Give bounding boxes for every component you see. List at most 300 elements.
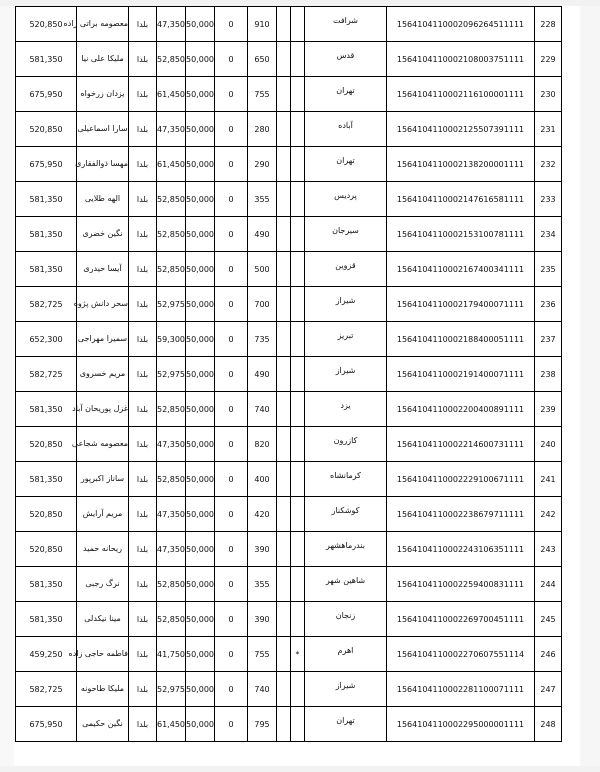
type-cell: بلدا: [129, 42, 157, 77]
blank-cell: [277, 532, 291, 567]
zero-cell: 0: [215, 287, 248, 322]
price-cell: 520,850: [16, 532, 77, 567]
price-cell: 675,950: [16, 147, 77, 182]
code-cell: 1564104110002116100001111: [387, 77, 535, 112]
type-cell: بلدا: [129, 287, 157, 322]
name-text: ملیکا علی نیا: [81, 54, 124, 63]
price-cell: 581,350: [16, 462, 77, 497]
star-cell: [291, 497, 305, 532]
name-text: مهسا ذوالفقاری: [75, 159, 128, 168]
code-cell: 1564104110002167400341111: [387, 252, 535, 287]
name-text: غزل پوریحان آباد: [72, 404, 128, 413]
amount-cell: 61,450: [157, 147, 186, 182]
amount-cell: 52,975: [157, 287, 186, 322]
code-cell: 1564104110002153100781111: [387, 217, 535, 252]
city-text: کوشکنار: [331, 505, 360, 515]
base-cell: 50,000: [186, 287, 215, 322]
city-cell: [305, 637, 387, 672]
count-cell: 740: [248, 672, 277, 707]
price-cell: 459,250: [16, 637, 77, 672]
blank-cell: [277, 462, 291, 497]
blank-cell: [277, 602, 291, 637]
zero-cell: 0: [215, 497, 248, 532]
name-text: نگین حکیمی: [82, 719, 123, 728]
amount-cell: 52,850: [157, 42, 186, 77]
name-cell: [77, 217, 129, 252]
zero-cell: 0: [215, 322, 248, 357]
zero-cell: 0: [215, 217, 248, 252]
table-row: [16, 42, 562, 77]
star-cell: [291, 147, 305, 182]
table-row: [16, 357, 562, 392]
name-text: فاطمه حاجی زاده: [68, 649, 128, 658]
name-cell: [63, 7, 129, 42]
price-cell: 581,350: [16, 252, 77, 287]
base-cell: 50,000: [186, 7, 215, 42]
city-cell: [305, 147, 387, 182]
name-cell: [71, 427, 129, 462]
type-cell: بلدا: [129, 322, 157, 357]
code-cell: 1564104110002188400051111: [387, 322, 535, 357]
code-cell: 1564104110002191400071111: [387, 357, 535, 392]
row-number-cell: 228: [535, 7, 562, 42]
price-cell: 581,350: [16, 567, 77, 602]
type-cell: بلدا: [129, 7, 157, 42]
code-cell: 1564104110002238679711111: [387, 497, 535, 532]
count-cell: 820: [248, 427, 277, 462]
name-cell: [77, 147, 129, 182]
type-cell: بلدا: [129, 707, 157, 742]
name-cell: [73, 287, 129, 322]
star-cell: [291, 42, 305, 77]
city-text: بندرماهشهر: [326, 540, 365, 550]
type-cell: بلدا: [129, 602, 157, 637]
star-cell: [291, 287, 305, 322]
name-text: مینا نیکدلی: [84, 614, 121, 623]
city-cell: [305, 462, 387, 497]
count-cell: 500: [248, 252, 277, 287]
zero-cell: 0: [215, 462, 248, 497]
city-text: شاهین شهر: [325, 575, 366, 585]
amount-cell: 52,850: [157, 392, 186, 427]
table-row: [16, 497, 562, 532]
base-cell: 50,000: [186, 567, 215, 602]
amount-cell: 52,850: [157, 217, 186, 252]
code-cell: 1564104110002147616581111: [387, 182, 535, 217]
amount-cell: 61,450: [157, 77, 186, 112]
city-text: کرمانشاه: [330, 470, 361, 480]
table-row: [16, 252, 562, 287]
name-cell: [77, 462, 129, 497]
star-cell: [291, 567, 305, 602]
price-cell: 675,950: [16, 77, 77, 112]
base-cell: 50,000: [186, 637, 215, 672]
table-row: [16, 147, 562, 182]
table-row: [16, 567, 562, 602]
table-row: [16, 112, 562, 147]
blank-cell: [277, 392, 291, 427]
price-cell: 520,850: [16, 427, 77, 462]
name-cell: [77, 357, 129, 392]
city-cell: [305, 427, 387, 462]
row-number-cell: 236: [535, 287, 562, 322]
city-text: پردیس: [334, 190, 357, 200]
row-number-cell: 232: [535, 147, 562, 182]
records-table: [15, 6, 562, 742]
row-number-cell: 235: [535, 252, 562, 287]
table-row: [16, 637, 562, 672]
type-cell: بلدا: [129, 217, 157, 252]
amount-cell: 47,350: [157, 427, 186, 462]
code-cell: 1564104110002243106351111: [387, 532, 535, 567]
zero-cell: 0: [215, 252, 248, 287]
star-cell: [291, 427, 305, 462]
type-cell: بلدا: [129, 427, 157, 462]
amount-cell: 47,350: [157, 112, 186, 147]
row-number-cell: 239: [535, 392, 562, 427]
zero-cell: 0: [215, 602, 248, 637]
count-cell: 355: [248, 182, 277, 217]
price-cell: 581,350: [16, 602, 77, 637]
name-cell: [77, 42, 129, 77]
name-cell: [77, 497, 129, 532]
city-cell: [305, 287, 387, 322]
city-text: اهرم: [337, 645, 354, 655]
city-cell: [305, 357, 387, 392]
city-cell: [305, 497, 387, 532]
count-cell: 490: [248, 357, 277, 392]
zero-cell: 0: [215, 182, 248, 217]
base-cell: 50,000: [186, 147, 215, 182]
city-cell: [305, 532, 387, 567]
city-cell: [305, 42, 387, 77]
table-row: [16, 392, 562, 427]
type-cell: بلدا: [129, 672, 157, 707]
blank-cell: [277, 357, 291, 392]
name-text: آیسا حیدری: [83, 264, 122, 273]
page-margin-left: [0, 0, 14, 772]
zero-cell: 0: [215, 707, 248, 742]
name-text: ملیکا طاحونه: [80, 684, 125, 693]
zero-cell: 0: [215, 7, 248, 42]
zero-cell: 0: [215, 392, 248, 427]
name-text: الهه طلایی: [84, 194, 121, 203]
base-cell: 50,000: [186, 322, 215, 357]
star-cell: [291, 392, 305, 427]
code-cell: 1564104110002295000001111: [387, 707, 535, 742]
amount-cell: 59,300: [157, 322, 186, 357]
code-cell: 1564104110002270607551114: [387, 637, 535, 672]
count-cell: 910: [248, 7, 277, 42]
code-cell: 1564104110002125507391111: [387, 112, 535, 147]
type-cell: بلدا: [129, 182, 157, 217]
row-number-cell: 233: [535, 182, 562, 217]
amount-cell: 61,450: [157, 707, 186, 742]
zero-cell: 0: [215, 672, 248, 707]
base-cell: 50,000: [186, 707, 215, 742]
city-cell: [305, 392, 387, 427]
base-cell: 50,000: [186, 42, 215, 77]
table-row: [16, 322, 562, 357]
name-text: سارا اسماعیلی: [77, 124, 128, 133]
city-text: سیرجان: [332, 225, 359, 235]
count-cell: 755: [248, 77, 277, 112]
star-cell: [291, 602, 305, 637]
code-cell: 1564104110002259400831111: [387, 567, 535, 602]
row-number-cell: 229: [535, 42, 562, 77]
star-cell: [291, 707, 305, 742]
name-cell: [77, 672, 129, 707]
base-cell: 50,000: [186, 462, 215, 497]
base-cell: 50,000: [186, 427, 215, 462]
base-cell: 50,000: [186, 497, 215, 532]
count-cell: 755: [248, 637, 277, 672]
name-text: نگین خضری: [82, 229, 123, 238]
blank-cell: [277, 42, 291, 77]
amount-cell: 52,850: [157, 567, 186, 602]
count-cell: 390: [248, 602, 277, 637]
blank-cell: [277, 77, 291, 112]
name-cell: [72, 392, 129, 427]
city-cell: [305, 7, 387, 42]
amount-cell: 41,750: [157, 637, 186, 672]
table-body: [16, 7, 562, 742]
base-cell: 50,000: [186, 357, 215, 392]
zero-cell: 0: [215, 532, 248, 567]
blank-cell: [277, 252, 291, 287]
count-cell: 795: [248, 707, 277, 742]
count-cell: 490: [248, 217, 277, 252]
name-cell: [77, 112, 129, 147]
name-text: معصومه شجاعی: [71, 439, 128, 448]
star-cell: [291, 322, 305, 357]
name-cell: [77, 77, 129, 112]
page-top-edge: [0, 0, 600, 6]
count-cell: 700: [248, 287, 277, 322]
table-row: [16, 707, 562, 742]
amount-cell: 52,850: [157, 252, 186, 287]
table-row: [16, 602, 562, 637]
price-cell: 582,725: [16, 672, 77, 707]
type-cell: بلدا: [129, 147, 157, 182]
name-cell: [77, 602, 129, 637]
table-row: [16, 672, 562, 707]
blank-cell: [277, 567, 291, 602]
city-text: شیراز: [335, 295, 356, 305]
star-cell: [291, 112, 305, 147]
row-number-cell: 240: [535, 427, 562, 462]
zero-cell: 0: [215, 427, 248, 462]
city-text: شیراز: [335, 680, 356, 690]
city-text: تهران: [336, 715, 355, 725]
amount-cell: 52,975: [157, 672, 186, 707]
price-cell: 675,950: [16, 707, 77, 742]
price-cell: 520,850: [16, 497, 77, 532]
count-cell: 735: [248, 322, 277, 357]
code-cell: 1564104110002096264511111: [387, 7, 535, 42]
name-cell: [77, 322, 129, 357]
count-cell: 400: [248, 462, 277, 497]
base-cell: 50,000: [186, 217, 215, 252]
name-cell: [68, 637, 129, 672]
base-cell: 50,000: [186, 392, 215, 427]
code-cell: 1564104110002214600731111: [387, 427, 535, 462]
city-text: زنجان: [335, 610, 356, 620]
zero-cell: 0: [215, 77, 248, 112]
city-cell: [305, 602, 387, 637]
count-cell: 280: [248, 112, 277, 147]
name-text: معصومه براتی زاده: [63, 19, 128, 28]
row-number-cell: 230: [535, 77, 562, 112]
blank-cell: [277, 637, 291, 672]
table-row: [16, 462, 562, 497]
table-row: [16, 287, 562, 322]
blank-cell: [277, 217, 291, 252]
name-text: مریم خسروی: [79, 369, 126, 378]
price-cell: 520,850: [16, 112, 77, 147]
row-number-cell: 248: [535, 707, 562, 742]
code-cell: 1564104110002108003751111: [387, 42, 535, 77]
city-text: شرافت: [332, 15, 359, 25]
name-text: سحر دانش پژوه: [73, 299, 128, 308]
row-number-cell: 246: [535, 637, 562, 672]
type-cell: بلدا: [129, 497, 157, 532]
amount-cell: 47,350: [157, 7, 186, 42]
type-cell: بلدا: [129, 567, 157, 602]
row-number-cell: 238: [535, 357, 562, 392]
city-cell: [305, 672, 387, 707]
table-row: [16, 77, 562, 112]
base-cell: 50,000: [186, 532, 215, 567]
blank-cell: [277, 112, 291, 147]
type-cell: بلدا: [129, 392, 157, 427]
base-cell: 50,000: [186, 112, 215, 147]
base-cell: 50,000: [186, 182, 215, 217]
price-cell: 582,725: [16, 357, 77, 392]
row-number-cell: 243: [535, 532, 562, 567]
zero-cell: 0: [215, 42, 248, 77]
city-text: شیراز: [335, 365, 356, 375]
type-cell: بلدا: [129, 77, 157, 112]
table-row: [16, 427, 562, 462]
zero-cell: 0: [215, 112, 248, 147]
city-text: قزوین: [335, 260, 356, 270]
name-text: مریم آرایش: [82, 509, 123, 518]
amount-cell: 52,850: [157, 602, 186, 637]
row-number-cell: 234: [535, 217, 562, 252]
price-cell: 520,850: [16, 7, 77, 42]
city-text: کازرون: [333, 435, 358, 445]
amount-cell: 47,350: [157, 497, 186, 532]
city-text: تهران: [336, 155, 355, 165]
blank-cell: [277, 322, 291, 357]
page-bottom-edge: [0, 766, 600, 772]
price-cell: 581,350: [16, 392, 77, 427]
star-cell: [291, 217, 305, 252]
row-number-cell: 245: [535, 602, 562, 637]
page-margin-right: [580, 0, 600, 772]
amount-cell: 52,850: [157, 182, 186, 217]
city-text: آباده: [338, 120, 353, 130]
city-cell: [305, 567, 387, 602]
star-cell: *: [291, 637, 305, 672]
code-cell: 1564104110002281100071111: [387, 672, 535, 707]
name-text: ریحانه حمید: [83, 544, 122, 553]
table-row: [16, 217, 562, 252]
code-cell: 1564104110002200400891111: [387, 392, 535, 427]
zero-cell: 0: [215, 637, 248, 672]
price-cell: 581,350: [16, 182, 77, 217]
city-cell: [305, 182, 387, 217]
type-cell: بلدا: [129, 532, 157, 567]
star-cell: [291, 462, 305, 497]
row-number-cell: 247: [535, 672, 562, 707]
blank-cell: [277, 287, 291, 322]
base-cell: 50,000: [186, 252, 215, 287]
city-text: قدس: [336, 50, 355, 60]
city-cell: [305, 112, 387, 147]
type-cell: بلدا: [129, 112, 157, 147]
city-cell: [305, 252, 387, 287]
base-cell: 50,000: [186, 602, 215, 637]
blank-cell: [277, 147, 291, 182]
name-text: ساناز اکبرپور: [80, 474, 125, 483]
table-row: [16, 182, 562, 217]
city-text: تبریز: [337, 330, 354, 340]
table-row: [16, 7, 562, 42]
price-cell: 581,350: [16, 217, 77, 252]
blank-cell: [277, 497, 291, 532]
amount-cell: 47,350: [157, 532, 186, 567]
city-cell: [305, 322, 387, 357]
base-cell: 50,000: [186, 77, 215, 112]
city-text: تهران: [336, 85, 355, 95]
code-cell: 1564104110002179400071111: [387, 287, 535, 322]
base-cell: 50,000: [186, 672, 215, 707]
code-cell: 1564104110002269700451111: [387, 602, 535, 637]
star-cell: [291, 252, 305, 287]
city-text: یزد: [340, 400, 351, 410]
star-cell: [291, 77, 305, 112]
row-number-cell: 231: [535, 112, 562, 147]
blank-cell: [277, 182, 291, 217]
price-cell: 582,725: [16, 287, 77, 322]
count-cell: 390: [248, 532, 277, 567]
name-text: یزدان زرخواه: [80, 89, 125, 98]
name-text: نرگ رجبی: [85, 579, 120, 588]
count-cell: 420: [248, 497, 277, 532]
city-cell: [305, 217, 387, 252]
amount-cell: 52,975: [157, 357, 186, 392]
count-cell: 740: [248, 392, 277, 427]
code-cell: 1564104110002138200001111: [387, 147, 535, 182]
count-cell: 650: [248, 42, 277, 77]
blank-cell: [277, 427, 291, 462]
star-cell: [291, 672, 305, 707]
table-row: [16, 532, 562, 567]
blank-cell: [277, 672, 291, 707]
zero-cell: 0: [215, 357, 248, 392]
star-cell: [291, 532, 305, 567]
row-number-cell: 237: [535, 322, 562, 357]
type-cell: بلدا: [129, 252, 157, 287]
name-cell: [77, 252, 129, 287]
zero-cell: 0: [215, 147, 248, 182]
type-cell: بلدا: [129, 637, 157, 672]
count-cell: 355: [248, 567, 277, 602]
name-cell: [77, 707, 129, 742]
blank-cell: [277, 707, 291, 742]
